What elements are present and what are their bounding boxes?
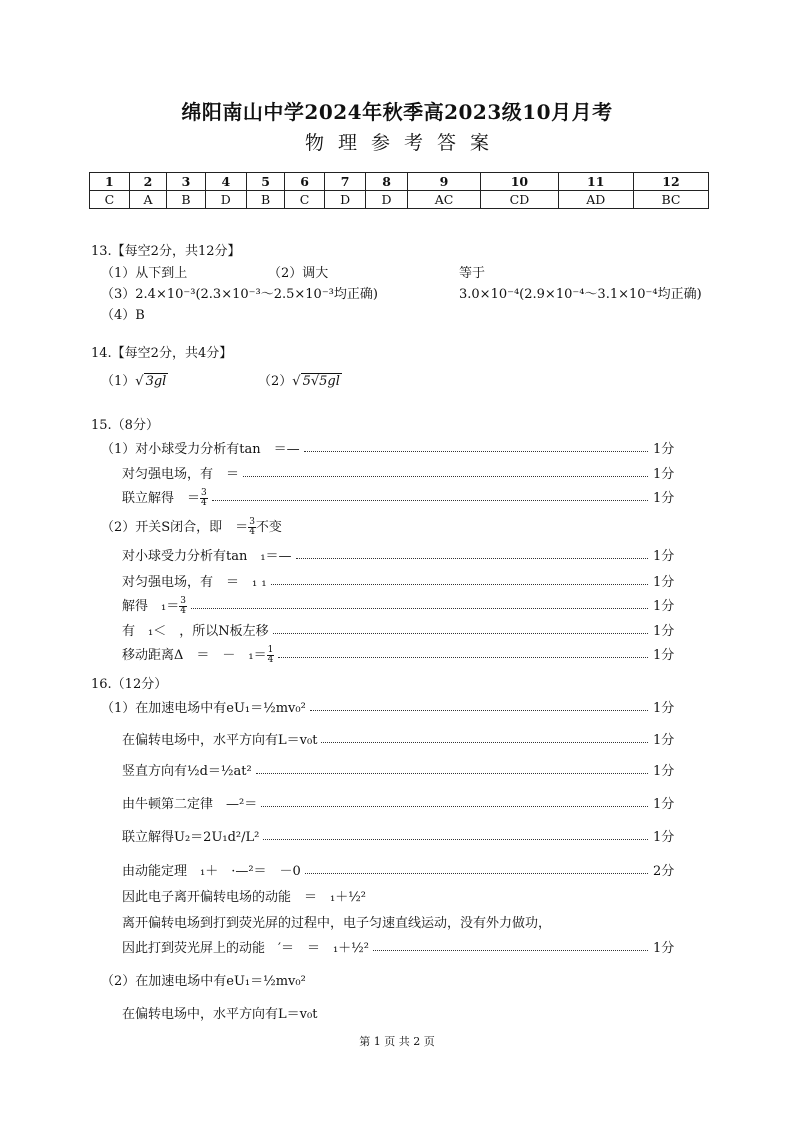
q16-line — [101, 970, 306, 989]
q15-line-formula: 对匀强电场，有 ＝ — [122, 467, 240, 482]
q16-line-formula: 在偏转电场中，水平方向有L＝v₀t — [122, 1007, 318, 1022]
answer-table-number: 10 — [481, 173, 558, 191]
answer-table-answer: CD — [481, 191, 558, 209]
leader-dots — [305, 873, 648, 874]
q15-score: 1分 — [653, 624, 675, 639]
answer-table-number: 3 — [167, 173, 205, 191]
q15-line-formula: 联立解得 ＝ — [122, 491, 201, 506]
answer-table-answer: AD — [558, 191, 633, 209]
fraction — [248, 518, 256, 537]
q16-line-formula: （1）在加速电场中有eU₁＝½mv₀² — [101, 701, 306, 716]
q16-line-formula: 在偏转电场中，水平方向有L＝v₀t — [122, 733, 318, 748]
q14-answer-1 — [101, 370, 168, 389]
q15-line-formula: （2）开关S闭合，即 ＝ — [101, 520, 249, 535]
q15-line-formula: 移动距离Δ ＝ － ₁＝ — [122, 648, 267, 663]
q16-line — [122, 826, 259, 845]
q14-answer-2 — [258, 370, 342, 389]
q16-line — [122, 729, 317, 748]
q15-score: 1分 — [653, 648, 675, 663]
q16-line-formula: 由牛顿第二定律 —²＝ — [122, 797, 258, 812]
q16-line — [122, 912, 551, 931]
answer-table-number: 8 — [366, 173, 407, 191]
leader-dots — [273, 633, 648, 634]
q16-score: 1分 — [653, 941, 675, 956]
answer-table-header-row — [90, 173, 709, 191]
answer-table-number: 11 — [558, 173, 633, 191]
q13-answer-4: （4）B — [101, 308, 145, 323]
q14-answer-1-expr: 3gl — [145, 374, 167, 389]
q16-line — [101, 697, 306, 716]
q14-answer-1-label: （1） — [101, 374, 136, 389]
page-title: 绵阳南山中学2024年秋季高2023级10月月考 — [181, 100, 613, 124]
q14-answer-2-label: （2） — [258, 374, 293, 389]
fraction-denominator: 4 — [249, 527, 255, 537]
q15-line — [122, 545, 292, 564]
q16-line — [122, 793, 257, 812]
q16-line-formula: 由动能定理 ₁＋ ·—²＝ －0 — [122, 864, 301, 879]
fraction-denominator: 4 — [180, 606, 186, 616]
page-footer: 第 1 页 共 2 页 — [359, 1035, 435, 1048]
q14-answer-2-expr: 5√5gl — [302, 374, 340, 389]
q14-heading: 14.【每空2分，共4分】 — [91, 346, 233, 361]
answer-table-answer: BC — [633, 191, 708, 209]
leader-dots — [256, 773, 648, 774]
answer-table-answer: D — [366, 191, 407, 209]
q15-heading: 15.（8分） — [91, 418, 159, 433]
fraction-numerator: 3 — [201, 488, 207, 498]
q16-score: 1分 — [653, 764, 675, 779]
q13-answer-3: （3）2.4×10⁻³(2.3×10⁻³～2.5×10⁻³均正确) — [101, 287, 378, 302]
fraction-denominator: 4 — [267, 655, 274, 665]
q16-line-formula: （2）在加速电场中有eU₁＝½mv₀² — [101, 974, 306, 989]
leader-dots — [373, 950, 648, 951]
q16-line — [122, 886, 366, 905]
q15-line-formula: 有 ₁＜ ，所以N板左移 — [122, 624, 269, 639]
page-subtitle: 物理参考答案 — [304, 132, 503, 154]
q15-line-formula: 解得 ₁＝ — [122, 599, 180, 614]
q16-line — [122, 760, 252, 779]
q16-score: 1分 — [653, 797, 675, 812]
q16-score: 2分 — [653, 864, 675, 879]
answer-table-number: 2 — [129, 173, 167, 191]
q15-score: 1分 — [653, 575, 675, 590]
q15-score: 1分 — [653, 599, 675, 614]
answer-table-answer: D — [205, 191, 246, 209]
q15-line — [122, 644, 274, 665]
leader-dots — [212, 500, 648, 501]
answer-table — [89, 172, 709, 209]
q16-line-formula: 离开偏转电场到打到荧光屏的过程中，电子匀速直线运动，没有外力做功， — [122, 916, 552, 931]
q16-line — [122, 860, 301, 879]
leader-dots — [296, 558, 648, 559]
fraction-denominator: 4 — [201, 498, 207, 508]
q13-answer-3b: 3.0×10⁻⁴(2.9×10⁻⁴～3.1×10⁻⁴均正确) — [459, 287, 702, 302]
q16-line — [122, 937, 369, 956]
q16-line — [122, 1003, 317, 1022]
answer-table-answer-row — [90, 191, 709, 209]
q15-line — [101, 516, 282, 537]
q15-line-tail: 不变 — [255, 520, 282, 535]
answer-table-answer: D — [324, 191, 365, 209]
answer-table-number: 12 — [633, 173, 708, 191]
q16-line-formula: 因此打到荧光屏上的动能 ′＝ ＝ ₁＋½² — [122, 941, 369, 956]
fraction — [267, 646, 275, 665]
fraction-numerator: 3 — [249, 517, 255, 527]
q16-heading: 16.（12分） — [91, 677, 168, 692]
answer-table-number: 7 — [324, 173, 365, 191]
answer-table-number: 6 — [285, 173, 325, 191]
answer-table-answer: B — [247, 191, 285, 209]
leader-dots — [304, 451, 648, 452]
q15-line — [122, 595, 187, 616]
leader-dots — [278, 657, 648, 658]
answer-table-number: 9 — [407, 173, 481, 191]
fraction-numerator: 3 — [180, 596, 186, 606]
q15-score: 1分 — [653, 491, 675, 506]
q15-score: 1分 — [653, 442, 675, 457]
leader-dots — [243, 476, 648, 477]
q13-answer-1: （1）从下到上 — [101, 266, 188, 281]
answer-table-answer: C — [285, 191, 325, 209]
q15-score: 1分 — [653, 467, 675, 482]
q16-line-formula: 因此电子离开偏转电场的动能 ＝ ₁＋½² — [122, 890, 367, 905]
q16-score: 1分 — [653, 830, 675, 845]
sqrt-icon: √ — [292, 374, 301, 389]
answer-table-answer: AC — [407, 191, 481, 209]
answer-table-answer: A — [129, 191, 167, 209]
q16-line-formula: 联立解得U₂＝2U₁d²/L² — [122, 830, 260, 845]
q16-score: 1分 — [653, 733, 675, 748]
q15-line — [122, 571, 267, 590]
leader-dots — [321, 742, 648, 743]
fraction — [179, 597, 187, 616]
sqrt-icon: √ — [135, 374, 144, 389]
q15-score: 1分 — [653, 549, 675, 564]
answer-table-number: 5 — [247, 173, 285, 191]
q16-line-formula: 竖直方向有½d＝½at² — [122, 764, 252, 779]
q15-line — [122, 487, 208, 508]
q16-score: 1分 — [653, 701, 675, 716]
fraction-numerator: 1 — [267, 645, 274, 655]
q15-line — [101, 438, 300, 457]
answer-table-answer: C — [90, 191, 130, 209]
q15-line-formula: （1）对小球受力分析有tan ＝— — [101, 442, 300, 457]
q15-line-formula: 对小球受力分析有tan ₁＝— — [122, 549, 292, 564]
answer-table-answer: B — [167, 191, 205, 209]
q13-answer-2: （2）调大 — [268, 266, 329, 281]
q13-heading: 13.【每空2分，共12分】 — [91, 244, 241, 259]
q15-line — [122, 620, 269, 639]
leader-dots — [191, 608, 648, 609]
answer-table-number: 1 — [90, 173, 130, 191]
answer-table-number: 4 — [205, 173, 246, 191]
fraction — [200, 489, 208, 508]
leader-dots — [310, 710, 648, 711]
q15-line — [122, 463, 239, 482]
leader-dots — [263, 839, 648, 840]
q15-line-formula: 对匀强电场，有 ＝ ₁ ₁ — [122, 575, 267, 590]
q13-answer-2b: 等于 — [459, 266, 486, 281]
leader-dots — [271, 584, 648, 585]
leader-dots — [261, 806, 648, 807]
